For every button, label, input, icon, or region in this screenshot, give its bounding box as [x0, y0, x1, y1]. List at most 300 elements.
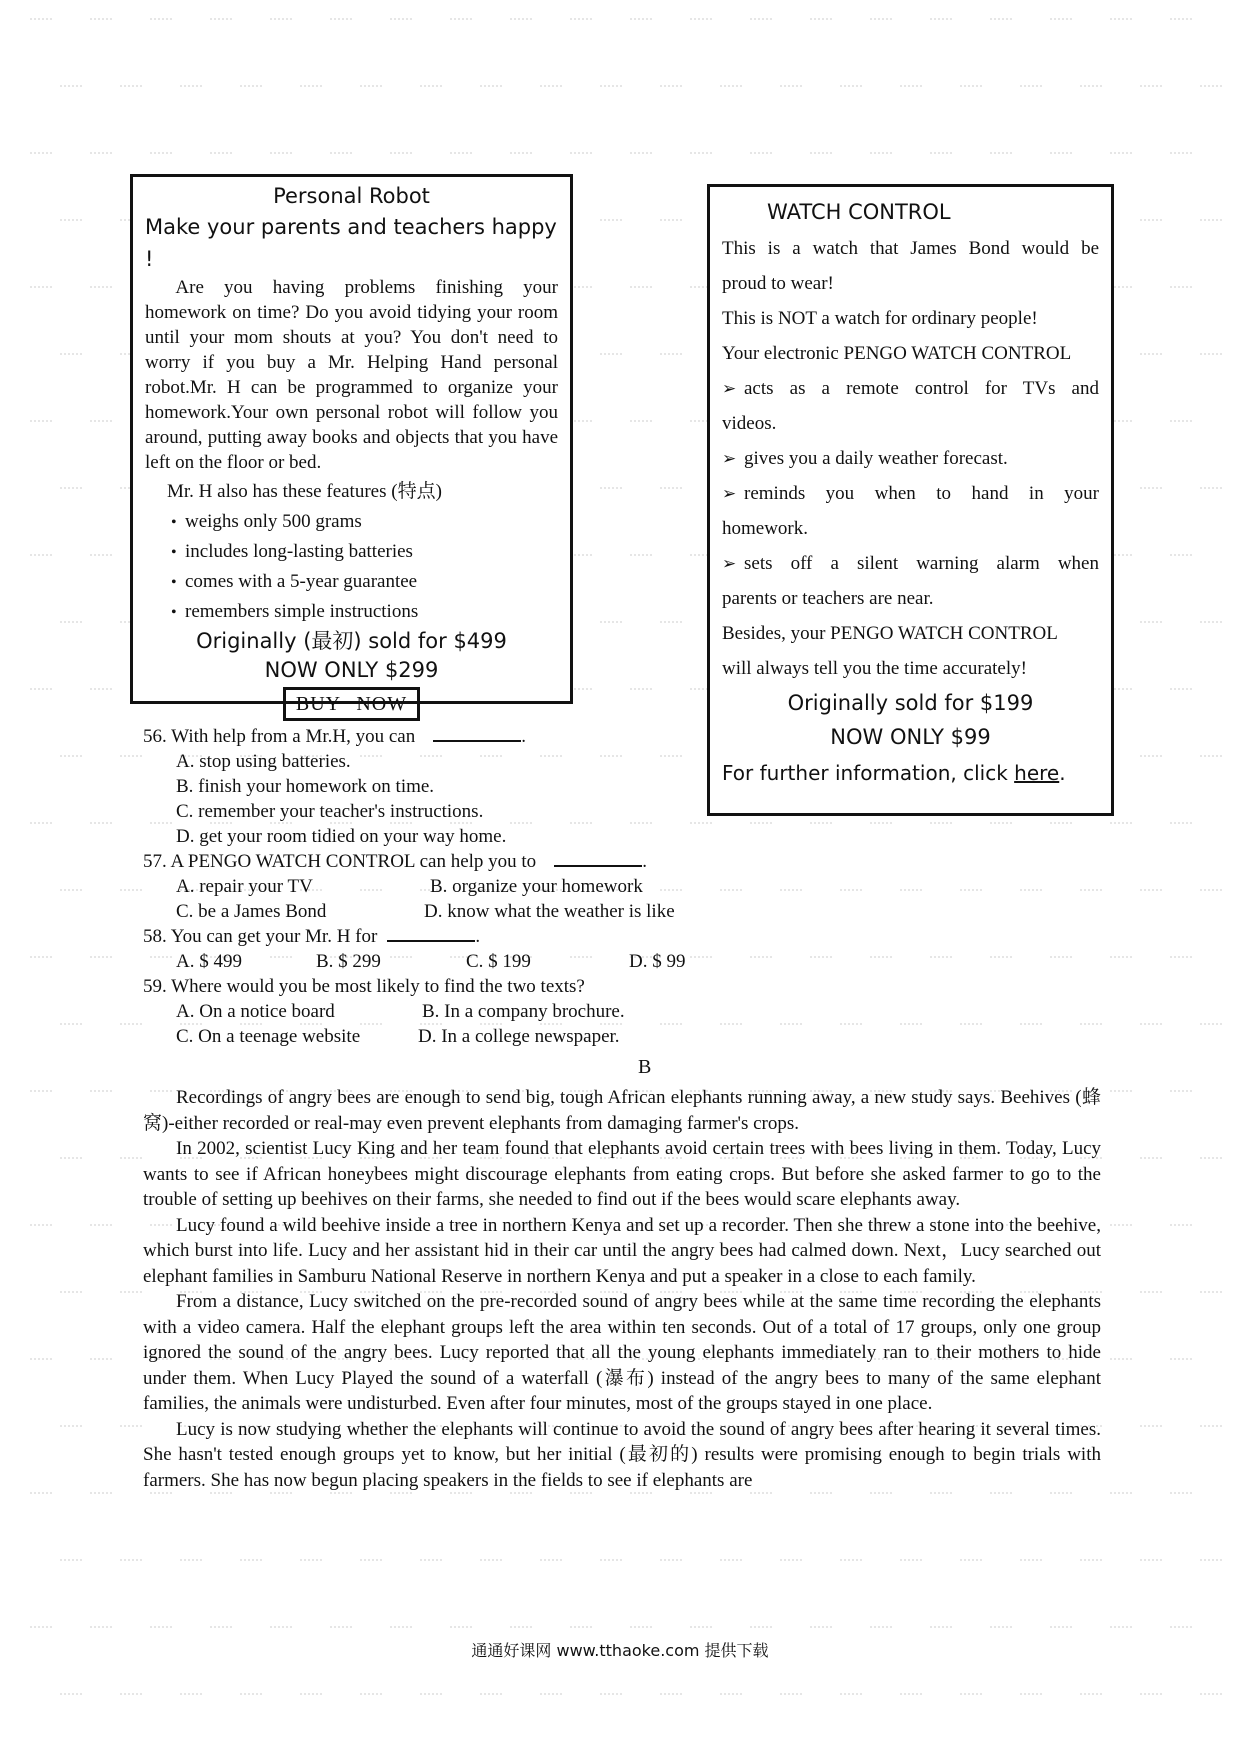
watermark-mark [840, 1559, 862, 1566]
robot-ad-title: Personal Robot [273, 184, 430, 208]
watermark-mark [990, 956, 1012, 963]
watermark-mark [1110, 822, 1132, 829]
watermark-mark [570, 286, 592, 293]
watermark-mark [630, 1492, 652, 1499]
bullet-icon: • [171, 544, 177, 561]
watermark-mark [510, 18, 532, 25]
watermark-mark [30, 1626, 52, 1633]
watermark-mark [600, 621, 622, 628]
watermark-mark [570, 420, 592, 427]
watermark-mark [840, 1023, 862, 1030]
watermark-mark [270, 152, 292, 159]
robot-ad-box [130, 174, 573, 715]
watermark-mark [1200, 1157, 1222, 1164]
watermark-mark [150, 1626, 172, 1633]
watermark-mark [1170, 18, 1192, 25]
answer-option: A. repair your TV [176, 876, 313, 897]
watermark-mark [660, 1693, 682, 1700]
watermark-mark [570, 152, 592, 159]
watermark-mark [600, 1559, 622, 1566]
watch-feature-item [722, 371, 1099, 406]
answer-option: A. stop using batteries. [176, 751, 351, 772]
watermark-mark [690, 1492, 712, 1499]
reading-passage [143, 1085, 1101, 1493]
watermark-mark [1170, 1358, 1192, 1365]
watermark-mark [660, 353, 682, 360]
passage-paragraph: Lucy is now studying whether the elephants will continue to avoid the sound of angry bees after hearing it several times. She hasn't tested enough groups yet to know, but her initial (最初的) results were promising enough to begin trials with farmers. She has now begun placing speakers in the fields to see if elephants are [143, 1418, 1101, 1491]
watermark-mark [1200, 219, 1222, 226]
answer-option-row [143, 899, 743, 924]
watermark-mark [810, 1626, 832, 1633]
watch-besides-line: will always tell you the time accurately! [722, 658, 1027, 679]
watermark-mark [900, 1693, 922, 1700]
watch-feature-text: gives you a daily weather forecast. [744, 448, 1008, 469]
answer-option: B. organize your homework [430, 876, 643, 897]
watermark-mark [120, 889, 142, 896]
watch-more-info-text: For further information, click [722, 761, 1015, 785]
answer-option-row [143, 874, 743, 899]
watermark-mark [240, 1693, 262, 1700]
watch-feature-cont: homework. [722, 518, 809, 539]
watermark-mark [120, 1559, 142, 1566]
watermark-mark [90, 286, 112, 293]
watermark-mark [120, 85, 142, 92]
watermark-mark [60, 487, 82, 494]
watermark-mark [30, 152, 52, 159]
watermark-mark [510, 152, 532, 159]
watermark-mark [450, 1492, 472, 1499]
watermark-mark [150, 152, 172, 159]
watermark-mark [180, 85, 202, 92]
watermark-mark [180, 1559, 202, 1566]
watermark-mark [1140, 1023, 1162, 1030]
watermark-mark [1170, 1224, 1192, 1231]
watch-feature-item [722, 441, 1099, 476]
watermark-mark [240, 1559, 262, 1566]
watch-feature-item [722, 546, 1099, 581]
watch-original-price: Originally sold for $199 [787, 691, 1034, 715]
watermark-mark [30, 688, 52, 695]
watermark-mark [780, 85, 802, 92]
watermark-mark [930, 956, 952, 963]
watermark-mark [630, 286, 652, 293]
robot-original-price: Originally (最初) sold for $499 [196, 629, 507, 653]
watch-ad-box [707, 184, 1114, 816]
question-end: . [475, 926, 481, 947]
watermark-mark [390, 18, 412, 25]
watermark-mark [1140, 1559, 1162, 1566]
watch-more-info [722, 754, 1099, 792]
watermark-mark [330, 152, 352, 159]
watermark-mark [1140, 85, 1162, 92]
robot-feature-item [171, 567, 558, 597]
watermark-mark [150, 1492, 172, 1499]
watermark-mark [630, 18, 652, 25]
watermark-mark [450, 18, 472, 25]
watermark-mark [30, 554, 52, 561]
answer-option: A. $ 499 [176, 951, 242, 972]
watermark-mark [1110, 152, 1132, 159]
watermark-mark [180, 1693, 202, 1700]
watermark-mark [1020, 1559, 1042, 1566]
question-end: . [521, 726, 526, 747]
answer-option: D. $ 99 [629, 951, 686, 972]
watermark-mark [960, 1559, 982, 1566]
watch-ad-line: Your electronic PENGO WATCH CONTROL [722, 343, 1072, 364]
watermark-mark [600, 85, 622, 92]
watermark-mark [90, 152, 112, 159]
watch-more-info-end: . [1059, 761, 1066, 785]
watermark-mark [1110, 1090, 1132, 1097]
watermark-mark [840, 85, 862, 92]
watch-now-price: NOW ONLY $99 [830, 725, 991, 749]
watermark-mark [1020, 85, 1042, 92]
watermark-mark [60, 1157, 82, 1164]
watch-ad-line: This is a watch that James Bond would be [722, 238, 1099, 259]
watermark-mark [960, 1693, 982, 1700]
bullet-icon: • [171, 514, 177, 531]
question-stem: 58. You can get your Mr. H for [143, 926, 378, 947]
watermark-mark [720, 1693, 742, 1700]
passage-paragraph: In 2002, scientist Lucy King and her team found that elephants avoid certain trees with bees living in them. Today, Lucy wants to see if African honeybees might discourage elephants from eating crops. But before she asked farmer to go to the trouble of setting up beehives on their farms, she needed to find out if the bees would scare elephants away. [143, 1138, 1101, 1210]
watch-ad-line: proud to wear! [722, 273, 834, 294]
watermark-mark [90, 1492, 112, 1499]
answer-option: D. In a college newspaper. [418, 1026, 620, 1047]
watermark-mark [990, 18, 1012, 25]
arrow-bullet-icon: ➢ [722, 449, 737, 468]
watermark-mark [120, 755, 142, 762]
watermark-mark [750, 152, 772, 159]
watermark-mark [60, 1693, 82, 1700]
watch-feature-text: reminds you when to hand in your [744, 483, 1099, 504]
watermark-mark [1050, 152, 1072, 159]
passage-paragraph: From a distance, Lucy switched on the pre-recorded sound of angry bees while at the same time recording the elephants with a video camera. Half the elephant groups left the area within ten seconds. Out of a total of 17 groups, only one group ignored the sound of the angry bees. Lucy reported that all the young elephants immediately ran to their mothers to hide under them. When Lucy Played the sound of a waterfall (瀑布) instead of the angry bees to many of the same elephant families, the animals were undisturbed. Even after four minutes, most of the groups stayed in one place. [143, 1291, 1101, 1414]
watermark-mark [420, 85, 442, 92]
watermark-mark [210, 1492, 232, 1499]
watermark-mark [660, 1559, 682, 1566]
watermark-mark [570, 688, 592, 695]
watermark-mark [330, 18, 352, 25]
watermark-mark [750, 822, 772, 829]
watermark-mark [1020, 1693, 1042, 1700]
watermark-mark [90, 18, 112, 25]
answer-option: C. $ 199 [466, 951, 531, 972]
watermark-mark [60, 621, 82, 628]
watermark-mark [750, 956, 772, 963]
watermark-mark [780, 1559, 802, 1566]
watermark-mark [90, 822, 112, 829]
watermark-mark [660, 487, 682, 494]
watermark-mark [870, 822, 892, 829]
watermark-mark [480, 1693, 502, 1700]
watermark-mark [540, 85, 562, 92]
watermark-mark [90, 420, 112, 427]
watermark-mark [660, 621, 682, 628]
robot-feature-text: comes with a 5-year guarantee [185, 571, 418, 592]
watermark-mark [960, 1023, 982, 1030]
watermark-mark [930, 1626, 952, 1633]
answer-blank [387, 924, 475, 942]
watermark-mark [1170, 1090, 1192, 1097]
watermark-mark [930, 152, 952, 159]
watermark-mark [1080, 889, 1102, 896]
answer-option: A. On a notice board [176, 1001, 335, 1022]
bullet-icon: • [171, 604, 177, 621]
watermark-mark [870, 18, 892, 25]
watermark-mark [1080, 1559, 1102, 1566]
answer-option-row [143, 949, 743, 974]
watermark-mark [1140, 621, 1162, 628]
watermark-mark [630, 688, 652, 695]
answer-option: C. be a James Bond [176, 901, 327, 922]
passage-paragraph: Lucy found a wild beehive inside a tree in northern Kenya and set up a recorder. Then she threw a stone into the beehive, which burst into life. Lucy and her assistant hid in their car until the angry bees had calmed down. Next，Lucy searched out elephant families in Samburu National Reserve in northern Kenya and put a speaker in a close to each family. [143, 1214, 1101, 1287]
watermark-mark [930, 822, 952, 829]
watermark-mark [540, 1693, 562, 1700]
robot-features-intro: Mr. H also has these features (特点) [167, 481, 442, 502]
watermark-mark [780, 889, 802, 896]
watermark-mark [810, 18, 832, 25]
watermark-mark [210, 18, 232, 25]
watermark-mark [1110, 1492, 1132, 1499]
watermark-mark [960, 85, 982, 92]
watermark-mark [1050, 1626, 1072, 1633]
watermark-mark [450, 152, 472, 159]
watermark-mark [30, 18, 52, 25]
watermark-mark [1170, 822, 1192, 829]
robot-feature-item [171, 537, 558, 567]
answer-option: B. finish your homework on time. [176, 776, 435, 797]
watermark-mark [270, 18, 292, 25]
watermark-mark [150, 18, 172, 25]
watermark-mark [30, 1358, 52, 1365]
watermark-mark [270, 1492, 292, 1499]
watch-ad-title: WATCH CONTROL [767, 200, 951, 224]
answer-option: D. get your room tidied on your way home. [176, 826, 507, 847]
watermark-mark [60, 1291, 82, 1298]
watermark-mark [60, 1425, 82, 1432]
question-59 [143, 974, 743, 999]
watermark-mark [1110, 1626, 1132, 1633]
watermark-mark [390, 1626, 412, 1633]
watermark-mark [90, 1224, 112, 1231]
watermark-mark [780, 1023, 802, 1030]
answer-option-row [143, 999, 743, 1024]
question-stem: 56. With help from a Mr.H, you can [143, 726, 416, 747]
watermark-mark [990, 1492, 1012, 1499]
robot-ad-body: Are you having problems finishing your homework on time? Do you avoid tidying your room until your mom shouts at you? You don't need to worry if you buy a Mr. Helping Hand personal robot.Mr. H can be programmed to organize your homework.Your own personal robot will follow you around, putting away books and objects that you have left on the floor or bed. [145, 277, 558, 473]
robot-feature-item [171, 597, 558, 627]
watermark-mark [60, 889, 82, 896]
watermark-mark [840, 1693, 862, 1700]
watermark-mark [120, 1693, 142, 1700]
question-end: . [642, 851, 647, 872]
watermark-mark [1140, 1693, 1162, 1700]
watermark-mark [30, 822, 52, 829]
watermark-mark [60, 353, 82, 360]
watermark-mark [630, 420, 652, 427]
watermark-mark [1140, 487, 1162, 494]
watermark-mark [600, 487, 622, 494]
watermark-mark [570, 1626, 592, 1633]
watermark-mark [690, 1626, 712, 1633]
watermark-mark [1140, 353, 1162, 360]
watermark-mark [1140, 219, 1162, 226]
arrow-bullet-icon: ➢ [722, 554, 737, 573]
watermark-mark [360, 1559, 382, 1566]
watermark-mark [270, 1626, 292, 1633]
watermark-mark [30, 1492, 52, 1499]
watermark-mark [570, 18, 592, 25]
watermark-mark [900, 85, 922, 92]
answer-option: B. $ 299 [316, 951, 381, 972]
watermark-mark [720, 1559, 742, 1566]
watermark-mark [870, 956, 892, 963]
watermark-mark [810, 1492, 832, 1499]
watermark-mark [1170, 688, 1192, 695]
watermark-mark [900, 889, 922, 896]
watermark-mark [990, 1626, 1012, 1633]
robot-now-price: NOW ONLY $299 [264, 658, 439, 682]
watermark-mark [60, 85, 82, 92]
answer-option: B. In a company brochure. [422, 1001, 625, 1022]
watermark-mark [30, 1224, 52, 1231]
watermark-mark [30, 1090, 52, 1097]
watermark-mark [1200, 889, 1222, 896]
watermark-mark [1200, 755, 1222, 762]
watermark-mark [1020, 889, 1042, 896]
question-stem: 57. A PENGO WATCH CONTROL can help you to [143, 851, 537, 872]
watermark-mark [480, 1559, 502, 1566]
watermark-mark [1140, 1425, 1162, 1432]
watermark-mark [600, 353, 622, 360]
watermark-mark [60, 1023, 82, 1030]
watch-ad-line: This is NOT a watch for ordinary people! [722, 308, 1038, 329]
watermark-mark [870, 152, 892, 159]
watermark-mark [120, 1291, 142, 1298]
watermark-mark [630, 152, 652, 159]
watermark-mark [420, 1559, 442, 1566]
watch-feature-cont: videos. [722, 413, 777, 434]
watermark-mark [1110, 956, 1132, 963]
watermark-mark [450, 1626, 472, 1633]
watermark-mark [360, 1693, 382, 1700]
watermark-mark [1050, 1492, 1072, 1499]
question-57 [143, 849, 743, 874]
watermark-mark [1110, 1358, 1132, 1365]
watermark-mark [360, 85, 382, 92]
buy-now-button[interactable]: BUY NOW [283, 687, 420, 721]
watermark-mark [480, 85, 502, 92]
watermark-mark [810, 822, 832, 829]
watermark-mark [630, 554, 652, 561]
watermark-mark [810, 956, 832, 963]
watermark-mark [510, 1492, 532, 1499]
watermark-mark [30, 956, 52, 963]
watermark-mark [720, 85, 742, 92]
arrow-bullet-icon: ➢ [722, 379, 737, 398]
watermark-mark [900, 1023, 922, 1030]
watermark-mark [90, 688, 112, 695]
watermark-mark [750, 1626, 772, 1633]
watermark-mark [60, 219, 82, 226]
watermark-mark [300, 85, 322, 92]
watermark-mark [90, 1090, 112, 1097]
watermark-mark [1080, 1693, 1102, 1700]
watermark-mark [1170, 1626, 1192, 1633]
watermark-mark [900, 1559, 922, 1566]
question-58 [143, 924, 743, 949]
watermark-mark [690, 152, 712, 159]
watermark-mark [570, 1492, 592, 1499]
watermark-mark [1170, 1492, 1192, 1499]
watermark-mark [30, 420, 52, 427]
watermark-mark [60, 1559, 82, 1566]
watermark-mark [840, 889, 862, 896]
watermark-mark [1200, 1291, 1222, 1298]
watermark-mark [1080, 1023, 1102, 1030]
watermark-mark [300, 1559, 322, 1566]
watermark-mark [540, 1559, 562, 1566]
watermark-mark [630, 1626, 652, 1633]
watermark-mark [1170, 554, 1192, 561]
watermark-mark [960, 889, 982, 896]
watch-besides-line: Besides, your PENGO WATCH CONTROL [722, 623, 1058, 644]
watermark-mark [990, 822, 1012, 829]
watermark-mark [750, 1492, 772, 1499]
watermark-mark [1050, 822, 1072, 829]
watermark-mark [90, 1358, 112, 1365]
watermark-mark [1200, 353, 1222, 360]
page-footer: 通通好课网 www.tthaoke.com 提供下载 [471, 1641, 769, 1660]
question-56 [143, 724, 743, 749]
watermark-mark [90, 1626, 112, 1633]
watermark-mark [1140, 1291, 1162, 1298]
watermark-mark [300, 1693, 322, 1700]
watermark-mark [120, 1425, 142, 1432]
watermark-mark [1140, 1157, 1162, 1164]
watermark-mark [60, 755, 82, 762]
watermark-mark [660, 85, 682, 92]
watermark-mark [1050, 18, 1072, 25]
watermark-mark [420, 1693, 442, 1700]
watermark-mark [1170, 152, 1192, 159]
robot-feature-text: weighs only 500 grams [185, 511, 362, 532]
watermark-mark [1170, 956, 1192, 963]
watermark-mark [390, 1492, 412, 1499]
answer-blank [554, 849, 642, 867]
watermark-mark [330, 1626, 352, 1633]
watermark-mark [120, 1157, 142, 1164]
answer-option: D. know what the weather is like [424, 901, 675, 922]
watermark-mark [1200, 1559, 1222, 1566]
watermark-mark [1200, 487, 1222, 494]
watermark-mark [240, 85, 262, 92]
answer-option-row [143, 1024, 743, 1049]
robot-feature-text: remembers simple instructions [185, 601, 419, 622]
watermark-mark [390, 152, 412, 159]
watermark-mark [870, 1492, 892, 1499]
passage-paragraph: Recordings of angry bees are enough to send big, tough African elephants running away, a new study says. Beehives (蜂窝)-either recorded or real-may even prevent elephants from damaging farmer's crops. [143, 1087, 1101, 1134]
watermark-mark [930, 18, 952, 25]
here-link[interactable]: here [1014, 761, 1060, 785]
watermark-mark [1170, 286, 1192, 293]
watch-feature-cont: parents or teachers are near. [722, 588, 934, 609]
watermark-mark [1200, 1023, 1222, 1030]
watermark-mark [750, 18, 772, 25]
watermark-mark [810, 152, 832, 159]
question-block [143, 724, 743, 1049]
watermark-mark [210, 1626, 232, 1633]
